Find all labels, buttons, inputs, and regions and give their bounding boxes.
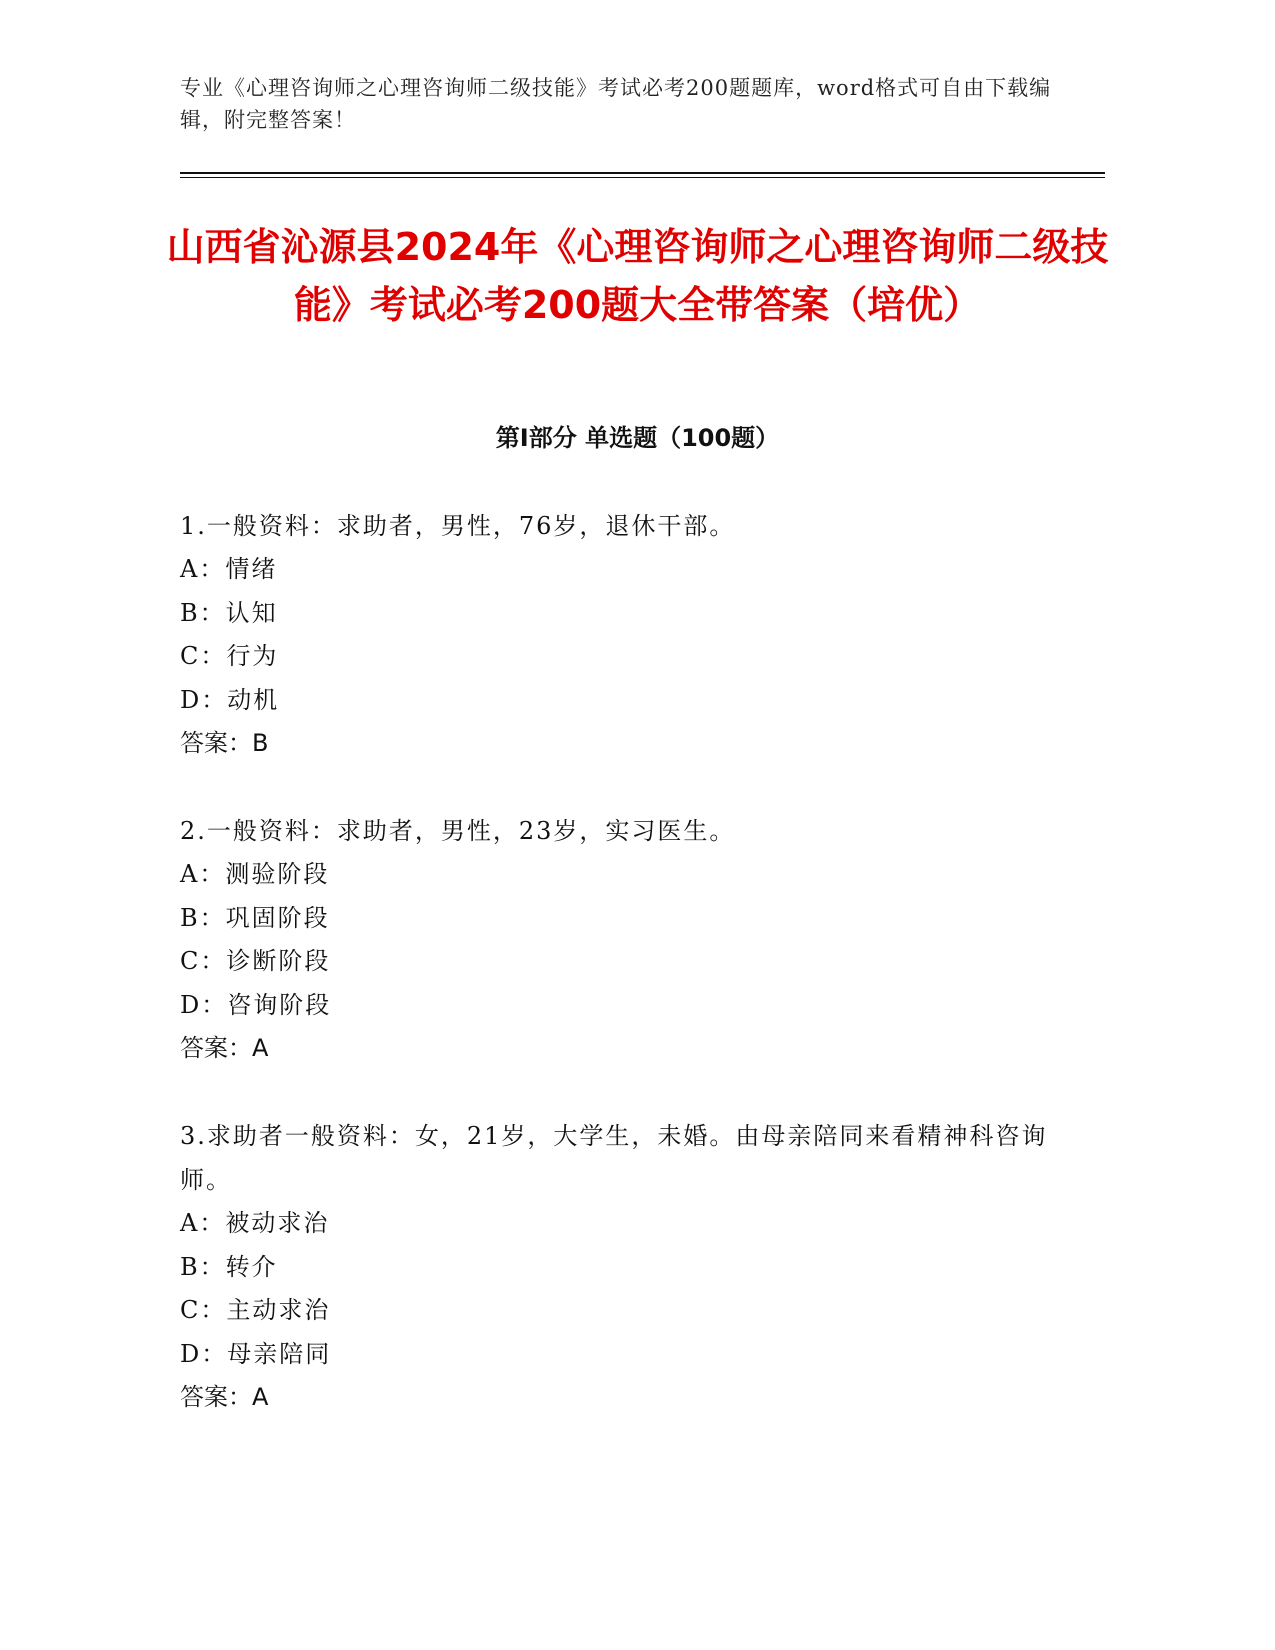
answer-line: 答案：B (180, 729, 269, 757)
option-b: B：巩固阶段 (180, 903, 330, 932)
answer-line: 答案：A (180, 1383, 269, 1411)
question-stem: 1.一般资料：求助者，男性，76岁，退休干部。 (180, 512, 736, 540)
option-d: D：母亲陪同 (180, 1339, 332, 1368)
answer-line: 答案：A (180, 1034, 269, 1062)
section-heading: 第Ⅰ部分 单选题（100题） (495, 424, 780, 452)
option-a: A：情绪 (180, 555, 278, 583)
option-a: A：测验阶段 (180, 860, 330, 888)
option-b: B：转介 (180, 1252, 278, 1281)
question-1 (180, 504, 1060, 766)
header-rule-thick (180, 172, 1105, 174)
option-c: C：主动求治 (180, 1296, 331, 1324)
question-stem: 2.一般资料：求助者，男性，23岁，实习医生。 (180, 817, 736, 845)
header-rule-thin (180, 177, 1105, 178)
option-b: B：认知 (180, 598, 278, 627)
option-d: D：动机 (180, 685, 280, 714)
document-title: 山西省沁源县2024年《心理咨询师之心理咨询师二级技能》考试必考200题大全带答案（培优） (166, 225, 1109, 327)
question-2 (180, 809, 1060, 1071)
option-c: C：行为 (180, 642, 279, 670)
question-3 (180, 1114, 1060, 1420)
question-stem: 3.求助者一般资料：女，21岁，大学生，未婚。由母亲陪同来看精神科咨询师。 (180, 1122, 1048, 1194)
option-d: D：咨询阶段 (180, 990, 332, 1019)
option-a: A：被动求治 (180, 1209, 330, 1237)
option-c: C：诊断阶段 (180, 947, 331, 975)
header-note: 专业《心理咨询师之心理咨询师二级技能》考试必考200题题库，word格式可自由下载编辑，附完整答案！ (180, 76, 1052, 132)
